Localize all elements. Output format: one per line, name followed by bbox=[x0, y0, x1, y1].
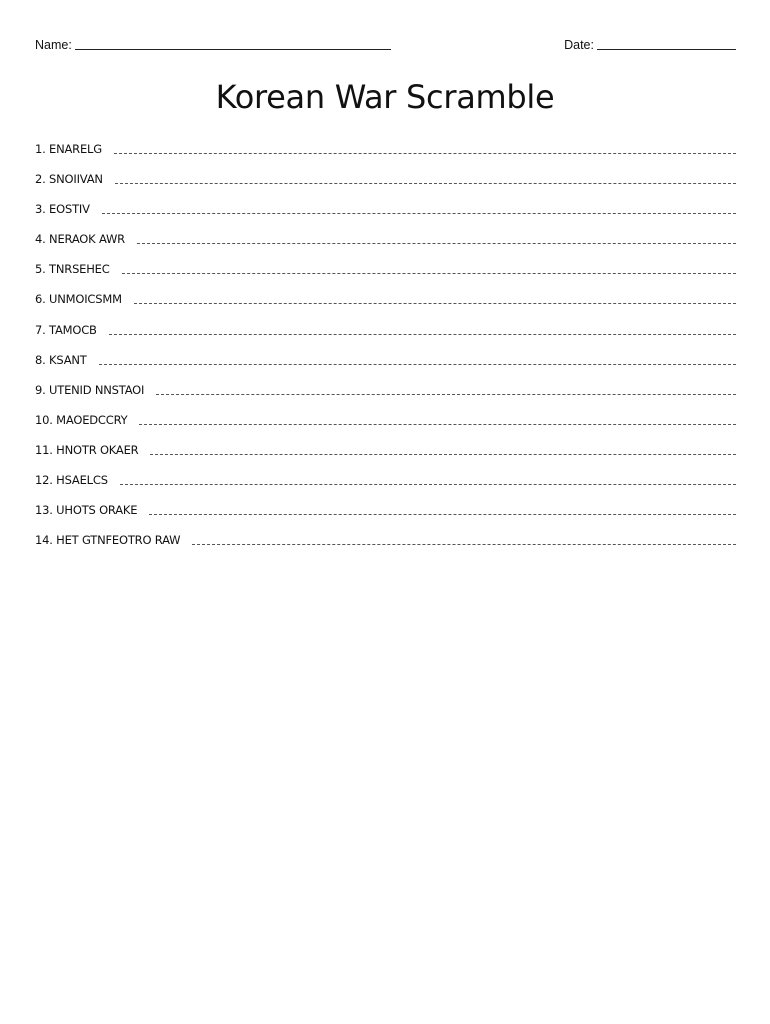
scrambled-word: SNOIIVAN bbox=[49, 172, 103, 187]
question-item bbox=[35, 139, 736, 156]
question-number: 10. bbox=[35, 412, 53, 427]
question-number: 6. bbox=[35, 292, 46, 307]
answer-blank-line[interactable] bbox=[120, 476, 736, 485]
answer-blank-line[interactable] bbox=[115, 175, 736, 184]
date-field bbox=[564, 37, 736, 52]
scrambled-word: KSANT bbox=[49, 352, 87, 367]
date-blank-line[interactable] bbox=[597, 37, 736, 50]
question-list bbox=[35, 139, 736, 547]
question-number: 11. bbox=[35, 442, 53, 457]
question-item bbox=[35, 246, 736, 276]
question-number: 14. bbox=[35, 533, 53, 548]
scrambled-word: ENARELG bbox=[49, 142, 102, 156]
scrambled-word: TAMOCB bbox=[49, 322, 97, 337]
scrambled-word: NERAOK AWR bbox=[49, 232, 125, 247]
question-item bbox=[35, 276, 736, 306]
question-item bbox=[35, 517, 736, 547]
question-item bbox=[35, 457, 736, 487]
answer-blank-line[interactable] bbox=[99, 356, 736, 365]
question-item bbox=[35, 186, 736, 216]
question-number: 7. bbox=[35, 322, 46, 337]
question-number: 8. bbox=[35, 352, 46, 367]
answer-blank-line[interactable] bbox=[139, 416, 736, 425]
question-number: 13. bbox=[35, 503, 53, 518]
name-label: Name: bbox=[35, 38, 72, 52]
question-number: 9. bbox=[35, 382, 46, 397]
answer-blank-line[interactable] bbox=[134, 295, 736, 304]
scrambled-word: UHOTS ORAKE bbox=[56, 503, 138, 518]
name-blank-line[interactable] bbox=[75, 37, 391, 50]
question-item bbox=[35, 427, 736, 457]
scrambled-word: EOSTIV bbox=[49, 202, 90, 217]
scrambled-word: UNMOICSMM bbox=[49, 292, 122, 307]
question-item bbox=[35, 337, 736, 367]
answer-blank-line[interactable] bbox=[149, 506, 736, 515]
answer-blank-line[interactable] bbox=[109, 326, 736, 335]
question-item bbox=[35, 367, 736, 397]
scrambled-word: HNOTR OKAER bbox=[56, 442, 139, 457]
answer-blank-line[interactable] bbox=[156, 386, 736, 395]
page-title: Korean War Scramble bbox=[215, 78, 555, 116]
answer-blank-line[interactable] bbox=[192, 536, 736, 545]
answer-blank-line[interactable] bbox=[122, 265, 736, 274]
scrambled-word: TNRSEHEC bbox=[49, 262, 110, 277]
scrambled-word: UTENID NNSTAOI bbox=[49, 382, 145, 397]
question-number: 5. bbox=[35, 262, 46, 277]
question-item bbox=[35, 156, 736, 186]
name-field bbox=[35, 37, 391, 52]
question-number: 2. bbox=[35, 172, 46, 187]
scrambled-word: HET GTNFEOTRO RAW bbox=[56, 533, 181, 548]
answer-blank-line[interactable] bbox=[102, 205, 736, 214]
scrambled-word: HSAELCS bbox=[56, 473, 108, 488]
answer-blank-line[interactable] bbox=[137, 235, 736, 244]
date-label: Date: bbox=[564, 38, 594, 52]
question-number: 12. bbox=[35, 473, 53, 488]
question-item bbox=[35, 216, 736, 246]
answer-blank-line[interactable] bbox=[114, 145, 736, 154]
question-number: 3. bbox=[35, 202, 46, 217]
scrambled-word: MAOEDCCRY bbox=[56, 412, 128, 427]
question-number: 1. bbox=[35, 142, 46, 156]
question-number: 4. bbox=[35, 232, 46, 247]
answer-blank-line[interactable] bbox=[150, 446, 736, 455]
question-item bbox=[35, 306, 736, 336]
question-item bbox=[35, 487, 736, 517]
question-item bbox=[35, 397, 736, 427]
worksheet-header bbox=[35, 37, 736, 53]
